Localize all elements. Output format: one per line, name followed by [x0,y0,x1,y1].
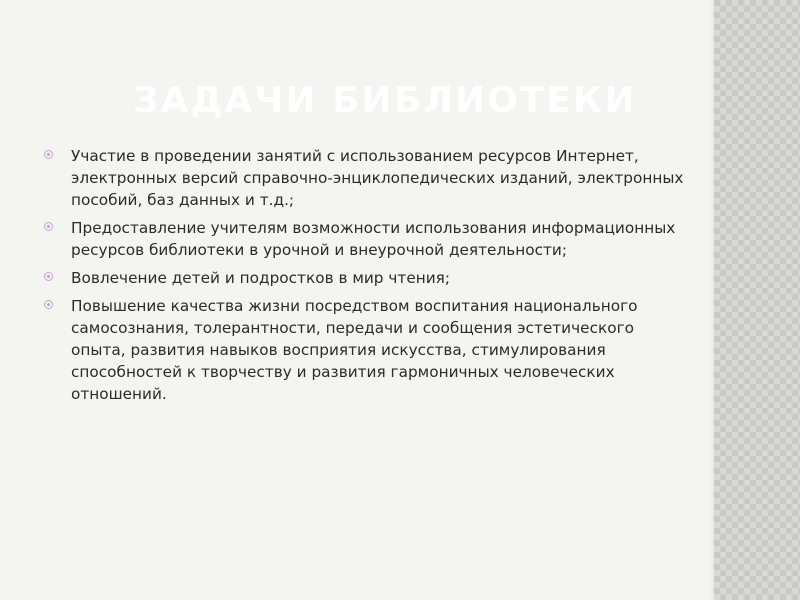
circle-bullet-icon [44,272,53,281]
circle-bullet-icon [44,300,53,309]
slide-title: ЗАДАЧИ БИБЛИОТЕКИ [133,80,637,121]
circle-bullet-icon [44,222,53,231]
list-item [44,267,684,289]
list-item-text: Повышение качества жизни посредством воспитания национального самосознания, толерантности, передачи и сообщения эстетического опыта, развития навыков восприятия искусства, стимулирования способностей к творчеству и развития гармоничных человеческих отношений. [71,297,638,403]
decorative-side-panel [714,0,800,600]
list-item-text: Вовлечение детей и подростков в мир чтения; [71,269,451,287]
circle-bullet-icon [44,150,53,159]
list-item [44,145,684,211]
list-item [44,295,684,405]
list-item-text: Участие в проведении занятий с использованием ресурсов Интернет, электронных версий справочно-энциклопедических изданий, электронных пособий, баз данных и т.д.; [71,147,684,209]
list-item-text: Предоставление учителям возможности использования информационных ресурсов библиотеки в урочной и внеурочной деятельности; [71,219,676,259]
task-list [44,145,684,411]
list-item [44,217,684,261]
